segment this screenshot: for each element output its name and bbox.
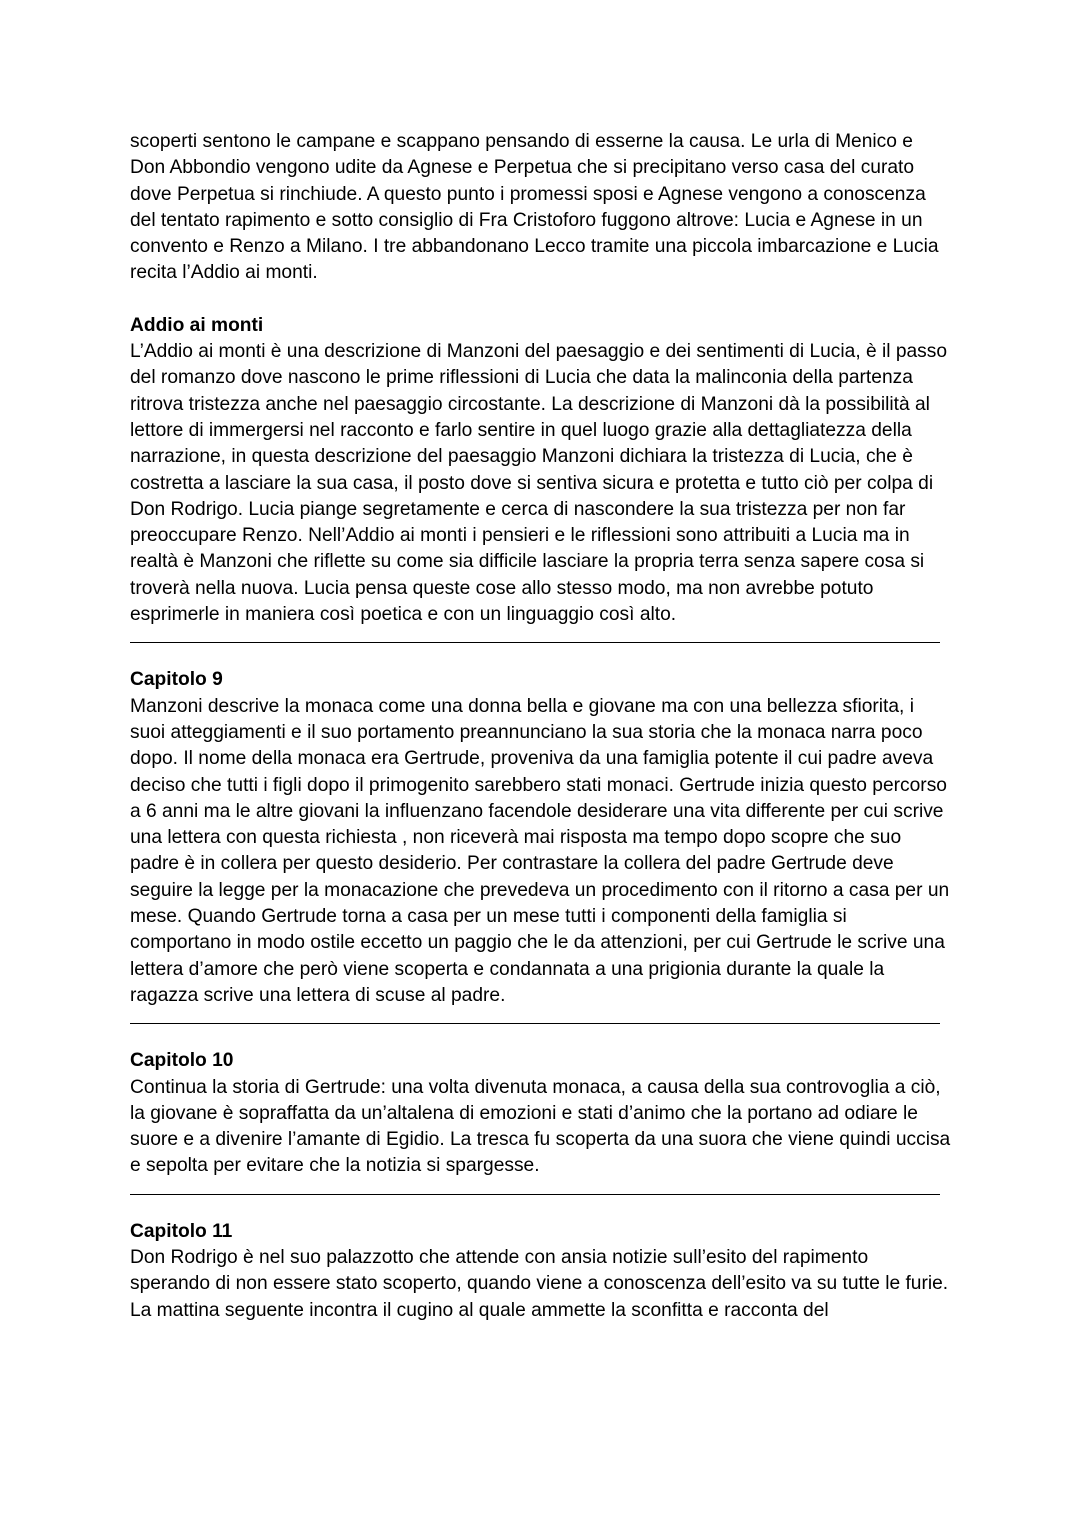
section-title-cap11: Capitolo 11 — [130, 1220, 233, 1242]
section-title-cap9: Capitolo 9 — [130, 669, 223, 691]
spacer — [130, 1195, 952, 1219]
cap11-paragraph: Don Rodrigo è nel suo palazzotto che attende con ansia notizie sull’esito del rapimento sperando di non essere stato scoperto, quando viene a conoscenza dell’esito va su tutte le furie. La mattina seguente incontra il cugino al quale ammette la sconfitta e racconta del — [130, 1246, 949, 1321]
cap9-paragraph: Manzoni descrive la monaca come una donna bella e giovane ma con una bellezza sfiorita, i suoi atteggiamenti e il suo portamento preannunciano la sua storia che la monaca narra poco dopo. Il nome della monaca era Gertrude, proveniva da una famiglia potente il cui padre aveva deciso che tutti i figli dopo il primogenito sarebbero stati monaci. Gertrude inizia questo percorso a 6 anni ma le altre giovani la influenzano facendole desiderare una vita differente per cui scrive una lettera con questa richiesta , non riceverà mai risposta ma tempo dopo scopre che suo padre è in collera per questo desiderio. Per contrastare la collera del padre Gertrude deve seguire la legge per la monacazione che prevedeva un procedimento con il ritorno a casa per un mese. Quando Gertrude torna a casa per un mese tutti i componenti della famiglia si comportano in modo ostile eccetto un paggio che le da attenzioni, per cui Gertrude le scrive una lettera d’amore che però viene scoperta e condannata a una prigionia durante la quale la ragazza scrive una lettera di scuse al padre. — [130, 695, 950, 1006]
section-title-cap10: Capitolo 10 — [130, 1050, 234, 1072]
spacer — [130, 287, 952, 313]
intro-paragraph: scoperti sentono le campane e scappano pensando di esserne la causa. Le urla di Menico e Don Abbondio vengono udite da Agnese e Perpetua che si precipitano verso casa del curato dove Perpetua si rinchiude. A questo punto i promessi sposi e Agnese vengono a conoscenza del tentato rapimento e sotto consiglio di Fra Cristoforo fuggono altrove: Lucia e Agnese in un convento e Renzo a Milano. I tre abbandonano Lecco tramite una piccola imbarcazione e Lucia recita l’Addio ai monti. — [130, 131, 939, 284]
spacer — [130, 643, 952, 667]
cap10-paragraph: Continua la storia di Gertrude: una volta divenuta monaca, a causa della sua controvoglia a ciò, la giovane è sopraffatta da un’altalena di emozioni e stati d’animo che la portano ad odiare le suore e a divenire l’amante di Egidio. La tresca fu scoperta da una suora che viene quindi uccisa e sepolta per evitare che la notizia si spargesse. — [130, 1076, 951, 1177]
spacer — [130, 1024, 952, 1048]
section-title-addio: Addio ai monti — [130, 314, 264, 336]
document-page — [130, 129, 952, 1324]
addio-paragraph: L’Addio ai monti è una descrizione di Manzoni del paesaggio e dei sentimenti di Lucia, è il passo del romanzo dove nascono le prime riflessioni di Lucia che data la malinconia della partenza ritrova tristezza anche nel paesaggio circostante. La descrizione di Manzoni dà la possibilità al lettore di immergersi nel racconto e farlo sentire in quel luogo grazie alla dettagliatezza della narrazione, in questa descrizione del paesaggio Manzoni dichiara la tristezza di Lucia, che è costretta a lasciare la sua casa, il posto dove si sentiva sicura e protetta e tutto ciò per colpa di Don Rodrigo. Lucia piange segretamente e cerca di nascondere la sua tristezza per non far preoccupare Renzo. Nell’Addio ai monti i pensieri e le riflessioni sono attribuiti a Lucia ma in realtà è Manzoni che riflette su come sia difficile lasciare la propria terra senza sapere cosa si troverà nella nuova. Lucia pensa queste cose allo stesso modo, ma non avrebbe potuto esprimerle in maniera così poetica e con un linguaggio così alto. — [130, 341, 948, 626]
